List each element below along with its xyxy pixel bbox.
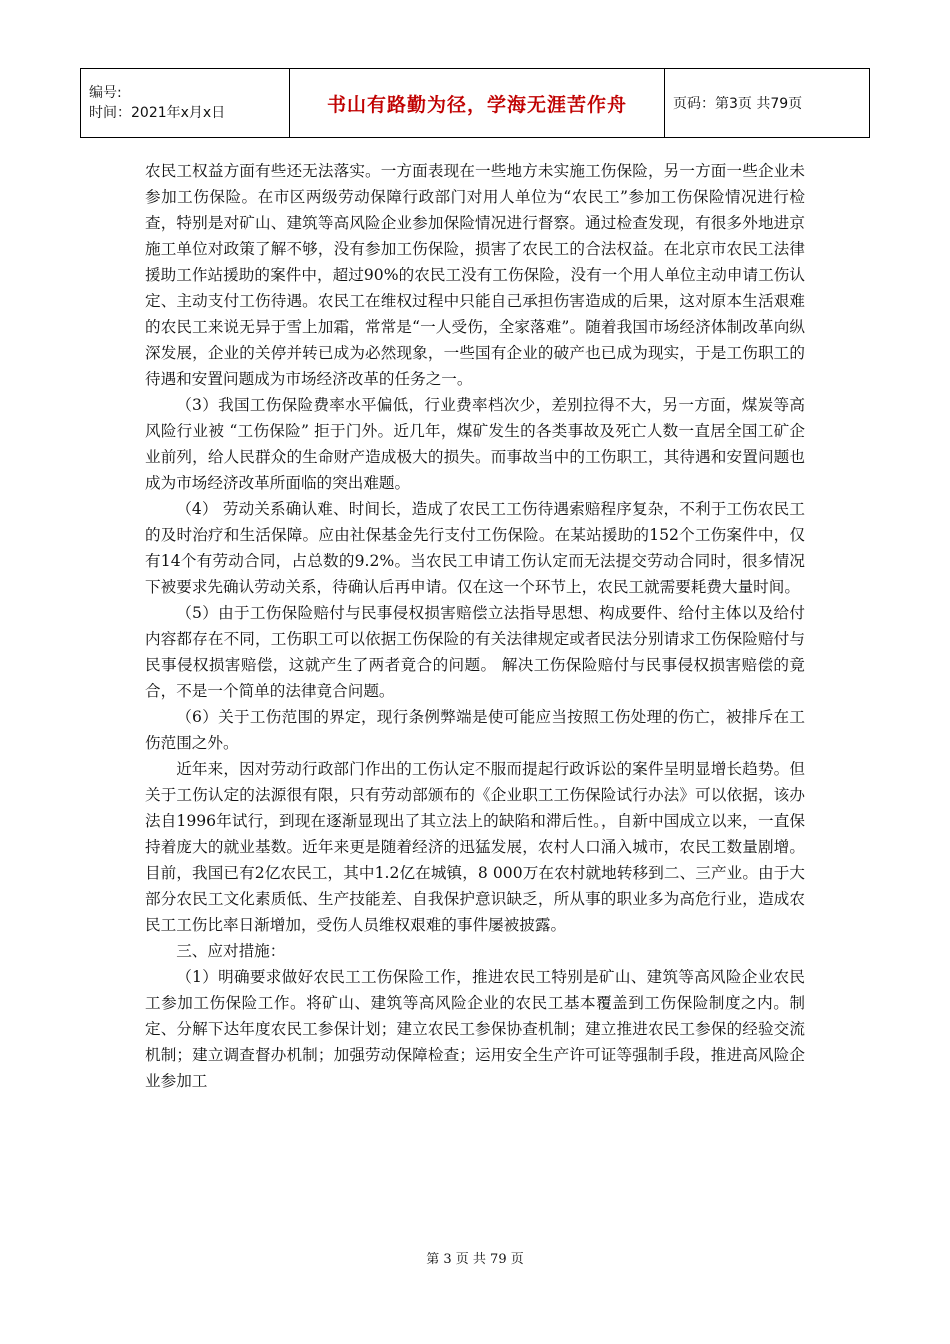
page-footer: 第 3 页 共 79 页 bbox=[426, 1252, 524, 1267]
document-body bbox=[145, 158, 805, 1094]
header-page-info: 页码：第3页 共79页 bbox=[665, 69, 870, 138]
number-label: 编号: bbox=[89, 85, 122, 101]
header-motto: 书山有路勤为径，学海无涯苦作舟 bbox=[290, 69, 665, 138]
paragraph: （4） 劳动关系确认难、时间长，造成了农民工工伤待遇索赔程序复杂，不利于工伤农民工的及时治疗和生活保障。应由社保基金先行支付工伤保险。在某站援助的152个工伤案件中，仅有14个有劳动合同，占总数的9.2%。当农民工申请工伤认定而无法提交劳动合同时，很多情况下被要求先确认劳动关系，待确认后再申请。仅在这一个环节上，农民工就需要耗费大量时间。 bbox=[145, 500, 805, 596]
date-line: 时间：2021年x月x日 bbox=[89, 105, 226, 121]
paragraph: （1）明确要求做好农民工工伤保险工作，推进农民工特别是矿山、建筑等高风险企业农民工参加工伤保险工作。将矿山、建筑等高风险企业的农民工基本覆盖到工伤保险制度之内。制定、分解下达年度农民工参保计划；建立农民工参保协查机制；建立推进农民工参保的经验交流机制；建立调查督办机制；加强劳动保障检查；运用安全生产许可证等强制手段，推进高风险企业参加工 bbox=[145, 968, 805, 1090]
header-meta bbox=[81, 69, 290, 138]
paragraph: （6）关于工伤范围的界定，现行条例弊端是使可能应当按照工伤处理的伤亡，被排斥在工伤范围之外。 bbox=[145, 708, 805, 752]
paragraph: 农民工权益方面有些还无法落实。一方面表现在一些地方未实施工伤保险，另一方面一些企业未参加工伤保险。在市区两级劳动保障行政部门对用人单位为“农民工”参加工伤保险情况进行检查，特别是对矿山、建筑等高风险企业参加保险情况进行督察。通过检查发现，有很多外地进京施工单位对政策了解不够，没有参加工伤保险，损害了农民工的合法权益。在北京市农民工法律援助工作站援助的案件中，超过90%的农民工没有工伤保险，没有一个用人单位主动申请工伤认定、主动支付工伤待遇。农民工在维权过程中只能自己承担伤害造成的后果，这对原本生活艰难的农民工来说无异于雪上加霜，常常是“一人受伤，全家落难”。随着我国市场经济体制改革向纵深发展，企业的关停并转已成为必然现象，一些国有企业的破产也已成为现实，于是工伤职工的待遇和安置问题成为市场经济改革的任务之一。 bbox=[145, 162, 805, 388]
paragraph: （3）我国工伤保险费率水平偏低，行业费率档次少，差别拉得不大，另一方面，煤炭等高风险行业被 “工伤保险” 拒于门外。近几年，煤矿发生的各类事故及死亡人数一直居全国工矿企业前列，给人民群众的生命财产造成极大的损失。而事故当中的工伤职工，其待遇和安置问题也成为市场经济改革所面临的突出难题。 bbox=[145, 396, 805, 492]
paragraph: 近年来，因对劳动行政部门作出的工伤认定不服而提起行政诉讼的案件呈明显增长趋势。但关于工伤认定的法源很有限，只有劳动部颁布的《企业职工工伤保险试行办法》可以依据，该办法自1996年试行，到现在逐渐显现出了其立法上的缺陷和滞后性。，自新中国成立以来，一直保持着庞大的就业基数。近年来更是随着经济的迅猛发展，农村人口涌入城市，农民工数量剧增。目前，我国已有2亿农民工，其中1.2亿在城镇，8 000万在农村就地转移到二、三产业。由于大部分农民工文化素质低、生产技能差、自我保护意识缺乏，所从事的职业多为高危行业，造成农民工工伤比率日渐增加，受伤人员维权艰难的事件屡被披露。 bbox=[145, 760, 805, 934]
document-header bbox=[80, 68, 870, 138]
section-heading: 三、应对措施： bbox=[176, 942, 286, 960]
paragraph: （5）由于工伤保险赔付与民事侵权损害赔偿立法指导思想、构成要件、给付主体以及给付内容都存在不同，工伤职工可以依据工伤保险的有关法律规定或者民法分别请求工伤保险赔付与民事侵权损害赔偿，这就产生了两者竟合的问题。 解决工伤保险赔付与民事侵权损害赔偿的竟合，不是一个简单的法律竟合问题。 bbox=[145, 604, 805, 700]
